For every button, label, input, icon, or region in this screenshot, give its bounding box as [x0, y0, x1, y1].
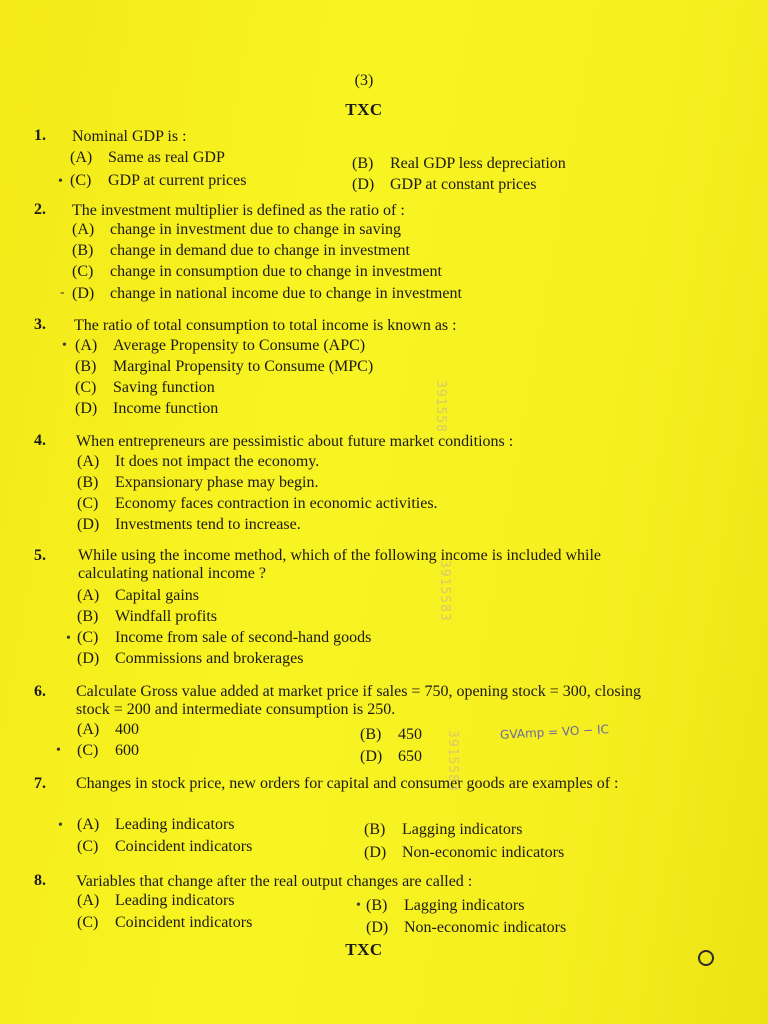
option-a: (A) Capital gains [77, 587, 199, 604]
watermark: 391558 [433, 380, 448, 433]
option-a: (A) Average Propensity to Consume (APC) [75, 337, 366, 354]
option-c: (C) Coincident indicators [77, 838, 253, 855]
option-c: (C) GDP at current prices [70, 172, 247, 189]
pen-tick-mark: - [60, 285, 65, 300]
question-number: 5. [34, 547, 46, 564]
option-d: (D) 650 [360, 748, 422, 765]
handwritten-note: GVAmp = VO − IC [499, 722, 610, 742]
watermark: 3915583 [437, 560, 452, 622]
watermark: 3915583 [445, 730, 460, 792]
option-b: (B) Expansionary phase may begin. [77, 474, 319, 491]
pen-tick-mark: • [62, 338, 67, 353]
option-d: (D) change in national income due to change in investment [72, 285, 462, 302]
option-a: (A) Leading indicators [77, 892, 235, 909]
option-a: (A) Same as real GDP [70, 149, 225, 166]
header-title: TXC [345, 100, 383, 119]
option-d: (D) Non-economic indicators [364, 844, 565, 861]
option-b: (B) change in demand due to change in investment [72, 242, 410, 259]
pen-tick-mark: • [66, 631, 71, 646]
question-number: 4. [34, 432, 46, 449]
option-a: (A) 400 [77, 721, 139, 738]
option-c: (C) Saving function [75, 379, 215, 396]
option-a: (A) It does not impact the economy. [77, 453, 320, 470]
option-b: (B) Real GDP less depreciation [352, 155, 566, 172]
question-number: 7. [34, 775, 46, 792]
option-d: (D) Investments tend to increase. [77, 516, 301, 533]
option-c: (C) Coincident indicators [77, 914, 253, 931]
option-b: (B) Marginal Propensity to Consume (MPC) [75, 358, 374, 375]
question-text: The ratio of total consumption to total income is known as : [74, 317, 457, 334]
option-d: (D) Commissions and brokerages [77, 650, 304, 667]
question-number: 3. [34, 316, 46, 333]
question-number: 1. [34, 127, 46, 144]
page-number: (3) [354, 72, 374, 89]
question-text: Changes in stock price, new orders for capital and consumer goods are examples of : [76, 775, 619, 792]
question-text: While using the income method, which of the following income is included while calculating national income ? [78, 547, 601, 582]
option-b: (B) Lagging indicators [364, 821, 523, 838]
question-text: Calculate Gross value added at market price if sales = 750, opening stock = 300, closing stock = 200 and intermediate consumption is 250. [76, 683, 642, 718]
question-number: 8. [34, 872, 46, 889]
option-c: (C) Economy faces contraction in economic activities. [77, 495, 438, 512]
option-c: (C) Income from sale of second-hand goods [77, 629, 372, 646]
option-d: (D) Income function [75, 400, 219, 417]
option-d: (D) Non-economic indicators [366, 919, 567, 936]
option-a: (A) change in investment due to change in saving [72, 221, 402, 238]
question-text: The investment multiplier is defined as the ratio of : [72, 202, 405, 219]
pen-tick-mark: • [56, 743, 61, 758]
option-b: (B) Windfall profits [77, 608, 217, 625]
pen-tick-mark: • [356, 898, 361, 913]
option-b: (B) Lagging indicators [366, 897, 525, 914]
option-a: (A) Leading indicators [77, 816, 235, 833]
question-number: 2. [34, 201, 46, 218]
question-text: When entrepreneurs are pessimistic about future market conditions : [76, 433, 514, 450]
question-number: 6. [34, 683, 46, 700]
footer-title: TXC [345, 940, 383, 959]
option-b: (B) 450 [360, 726, 422, 743]
option-c: (C) 600 [77, 742, 139, 759]
pen-tick-mark: • [58, 174, 63, 189]
pen-tick-mark: • [58, 818, 63, 833]
question-text: Nominal GDP is : [72, 128, 187, 145]
question-text: Variables that change after the real output changes are called : [76, 873, 473, 890]
pen-circle-mark [698, 950, 714, 966]
option-c: (C) change in consumption due to change in investment [72, 263, 442, 280]
option-d: (D) GDP at constant prices [352, 176, 537, 193]
